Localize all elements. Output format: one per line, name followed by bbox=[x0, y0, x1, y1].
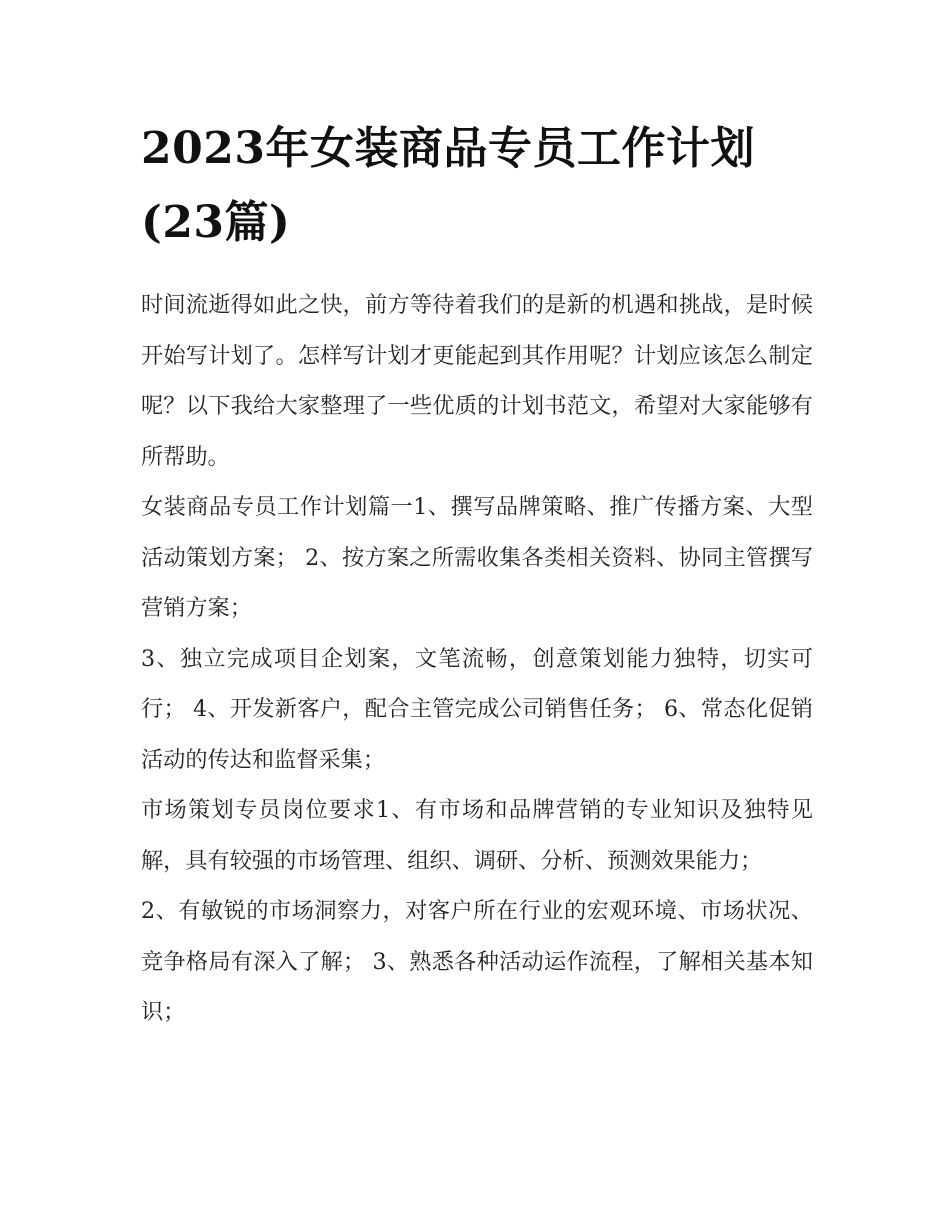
paragraph-intro: 时间流逝得如此之快，前方等待着我们的是新的机遇和挑战，是时候开始写计划了。怎样写计划才更能起到其作用呢？计划应该怎么制定呢？以下我给大家整理了一些优质的计划书范文，希望对大家能够有所帮助。 bbox=[141, 292, 813, 470]
paragraph-plan-items: 3、独立完成项目企划案，文笔流畅，创意策划能力独特，切实可行； 4、开发新客户，配合主管完成公司销售任务； 6、常态化促销活动的传达和监督采集； bbox=[141, 645, 813, 773]
paragraph-plan-part-one: 女装商品专员工作计划篇一1、撰写品牌策略、推广传播方案、大型活动策划方案； 2、按方案之所需收集各类相关资料、协同主管撰写营销方案； bbox=[141, 494, 813, 621]
paragraph-market-insight: 2、有敏锐的市场洞察力，对客户所在行业的宏观环境、市场状况、竞争格局有深入了解； 3、熟悉各种活动运作流程，了解相关基本知识； bbox=[141, 898, 813, 1025]
document-title: 2023年女装商品专员工作计划(23篇) bbox=[141, 123, 755, 248]
paragraph-job-requirements: 市场策划专员岗位要求1、有市场和品牌营销的专业知识及独特见解，具有较强的市场管理、组织、调研、分析、预测效果能力； bbox=[141, 797, 813, 874]
document-body bbox=[141, 112, 813, 1038]
